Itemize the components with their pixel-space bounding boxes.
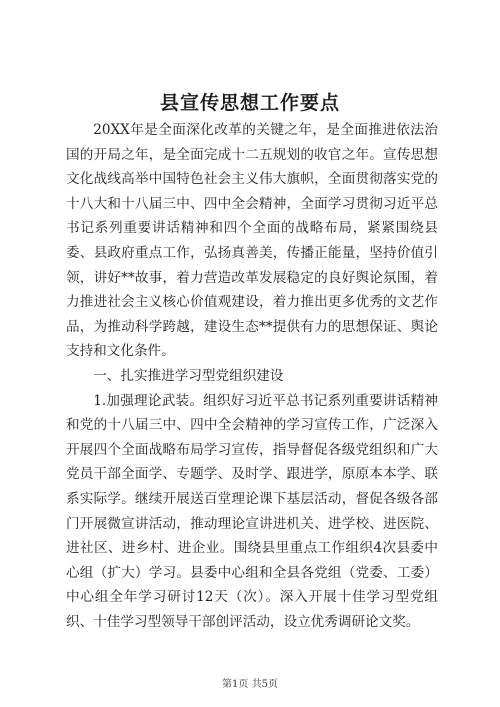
section-heading: 一、扎实推进学习型党组织建设 [93,367,284,384]
paragraph-item-1: 1.加强理论武装。组织好习近平总书记系列重要讲话精神和党的十八届三中、四中全会精神的学习宣传工作，广泛深入开展四个全面战略布局学习宣传，指导督促各级党组织和广大党员干部全面学、专题学、及时学、跟进学，原原本本学、联系实际学。继续开展送百堂理论课下基层活动，督促各级各部门开展微宣讲活动，推动理论宣讲进机关、进学校、进医院、进社区、进乡村、进企业。围绕县里重点工作组织4次县委中心组（扩大）学习。县委中心组和全县各党组（党委、工委）中心组全年学习研讨12天（次）。深入开展十佳学习型党组织、十佳学习型领导干部创评活动，设立优秀调研论文奖。 [66,392,438,630]
document-body [66,118,438,634]
document-title: 县宣传思想工作要点 [159,92,340,114]
paragraph-intro: 20XX年是全面深化改革的关键之年，是全面推进依法治国的开局之年，是全面完成十二五规划的收官之年。宣传思想文化战线高举中国特色社会主义伟大旗帜，全面贯彻落实党的十八大和十八届三中、四中全会精神，全面学习贯彻习近平总书记系列重要讲话精神和四个全面的战略布局，紧紧围绕县委、县政府重点工作，弘扬真善美，传播正能量，坚持价值引领，讲好**故事，着力营造改革发展稳定的良好舆论氛围，着力推进社会主义核心价值观建设，着力推出更多优秀的文艺作品，为推动科学跨越，建设生态**提供有力的思想保证、舆论支持和文化条件。 [66,122,438,360]
page-footer: 第1页 共5页 [222,679,278,690]
